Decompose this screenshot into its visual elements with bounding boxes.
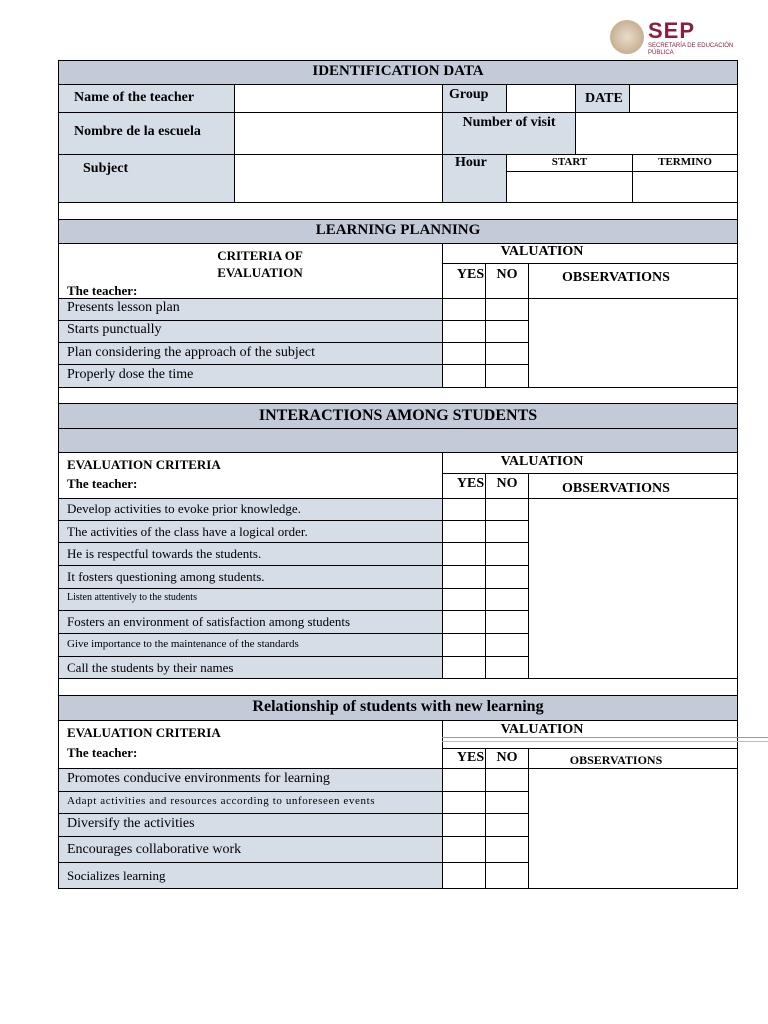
ia-yes-checkbox[interactable] (442, 498, 486, 521)
lp-no-checkbox[interactable] (485, 364, 529, 388)
lp-valuation: VALUATION (500, 244, 584, 259)
ia-teacher-label: The teacher: (67, 476, 138, 491)
lp-item-label: Plan considering the approach of the subject (67, 345, 316, 360)
start-label: START (551, 156, 588, 168)
teacher-label: Name of the teacher (74, 90, 195, 105)
lp-yes-checkbox[interactable] (442, 298, 486, 321)
lp-item-label: Starts punctually (67, 322, 162, 337)
rl-item-label: Socializes learning (67, 868, 166, 883)
hour-label: Hour (455, 155, 487, 170)
identification-title: IDENTIFICATION DATA (312, 63, 484, 79)
subject-label: Subject (83, 161, 129, 176)
logo-name: SEP (648, 18, 696, 43)
rl-no: NO (496, 750, 518, 765)
ia-yes-checkbox[interactable] (442, 542, 486, 566)
ia-yes-checkbox[interactable] (442, 656, 486, 679)
ia-observations-field[interactable] (528, 498, 738, 679)
lp-no-checkbox[interactable] (485, 320, 529, 343)
group-label: Group (449, 87, 489, 102)
lp-yes: YES (456, 267, 485, 282)
rl-item-label: Diversify the activities (67, 816, 195, 831)
learning-planning-title: LEARNING PLANNING (315, 222, 481, 238)
ia-item-label: It fosters questioning among students. (67, 569, 265, 584)
lp-item-label: Properly dose the time (67, 367, 194, 382)
rl-observations: OBSERVATIONS (569, 753, 663, 767)
end-label: TERMINO (658, 156, 712, 168)
rl-item-label: Adapt activities and resources according to unforeseen events (67, 795, 376, 807)
lp-criteria-header: CRITERIA OF EVALUATION (217, 248, 303, 280)
rl-item-label: Encourages collaborative work (67, 842, 242, 857)
ia-yes-checkbox[interactable] (442, 633, 486, 657)
rl-yes-checkbox[interactable] (442, 768, 486, 792)
visit-label: Number of visit (462, 115, 556, 130)
lp-yes-checkbox[interactable] (442, 342, 486, 365)
ia-yes-checkbox[interactable] (442, 520, 486, 543)
rl-no-checkbox[interactable] (485, 813, 529, 837)
seal-icon (610, 20, 644, 54)
rl-yes-checkbox[interactable] (442, 836, 486, 863)
rl-teacher-label: The teacher: (67, 745, 138, 760)
lp-no-checkbox[interactable] (485, 342, 529, 365)
school-label: Nombre de la escuela (74, 124, 201, 139)
ia-no-checkbox[interactable] (485, 633, 529, 657)
rl-no-checkbox[interactable] (485, 768, 529, 792)
ia-no-checkbox[interactable] (485, 656, 529, 679)
lp-item-label: Presents lesson plan (67, 300, 180, 315)
ia-item-label: Fosters an environment of satisfaction among students (67, 614, 351, 629)
relationship-title: Relationship of students with new learning (252, 698, 544, 715)
ia-item-label: Call the students by their names (67, 660, 234, 675)
lp-observations: OBSERVATIONS (562, 270, 670, 285)
teacher-name-field[interactable] (234, 84, 443, 113)
ia-no-checkbox[interactable] (485, 520, 529, 543)
spacer-row (58, 387, 738, 404)
spacer-row (58, 678, 738, 696)
ia-no-checkbox[interactable] (485, 588, 529, 611)
ia-yes-checkbox[interactable] (442, 610, 486, 634)
visit-number-field[interactable] (575, 112, 738, 155)
ia-item-label: He is respectful towards the students. (67, 546, 262, 561)
interactions-title: INTERACTIONS AMONG STUDENTS (258, 407, 538, 424)
date-field[interactable] (629, 84, 738, 113)
rl-valuation: VALUATION (500, 722, 584, 737)
lp-yes-checkbox[interactable] (442, 364, 486, 388)
rl-criteria-header: EVALUATION CRITERIA (67, 725, 221, 740)
ia-item-label: Listen attentively to the students (67, 592, 197, 603)
group-field[interactable] (506, 84, 576, 113)
rl-item-label: Promotes conducive environments for learning (67, 771, 330, 786)
rl-observations-field[interactable] (528, 768, 738, 889)
school-name-field[interactable] (234, 112, 443, 155)
rl-yes-checkbox[interactable] (442, 862, 486, 889)
end-time-field[interactable] (632, 171, 738, 203)
rl-yes-checkbox[interactable] (442, 791, 486, 814)
ia-no: NO (496, 476, 518, 491)
sep-logo (610, 18, 740, 58)
ia-item-label: Develop activities to evoke prior knowledge. (67, 501, 301, 516)
lp-no: NO (496, 267, 518, 282)
ia-observations: OBSERVATIONS (562, 481, 670, 496)
ia-criteria-header: EVALUATION CRITERIA (67, 457, 221, 472)
rl-yes-checkbox[interactable] (442, 813, 486, 837)
start-time-field[interactable] (506, 171, 633, 203)
rl-no-checkbox[interactable] (485, 862, 529, 889)
rl-no-checkbox[interactable] (485, 791, 529, 814)
lp-no-checkbox[interactable] (485, 298, 529, 321)
date-label: DATE (585, 91, 623, 106)
logo-subtitle: SECRETARÍA DE EDUCACIÓN PÚBLICA (648, 43, 734, 56)
spacer-row (58, 202, 738, 220)
ia-yes-checkbox[interactable] (442, 588, 486, 611)
ia-item-label: Give importance to the maintenance of the standards (67, 638, 299, 650)
stray-rule (442, 737, 768, 742)
rl-no-checkbox[interactable] (485, 836, 529, 863)
ia-yes-checkbox[interactable] (442, 565, 486, 589)
interactions-blank-band (58, 428, 738, 453)
lp-teacher-label: The teacher: (67, 283, 138, 298)
ia-no-checkbox[interactable] (485, 498, 529, 521)
ia-no-checkbox[interactable] (485, 610, 529, 634)
ia-valuation: VALUATION (500, 454, 584, 469)
subject-field[interactable] (234, 154, 443, 203)
lp-observations-field[interactable] (528, 298, 738, 388)
ia-yes: YES (456, 476, 485, 491)
ia-no-checkbox[interactable] (485, 542, 529, 566)
ia-no-checkbox[interactable] (485, 565, 529, 589)
ia-item-label: The activities of the class have a logical order. (67, 524, 308, 539)
lp-yes-checkbox[interactable] (442, 320, 486, 343)
rl-yes: YES (456, 750, 485, 765)
